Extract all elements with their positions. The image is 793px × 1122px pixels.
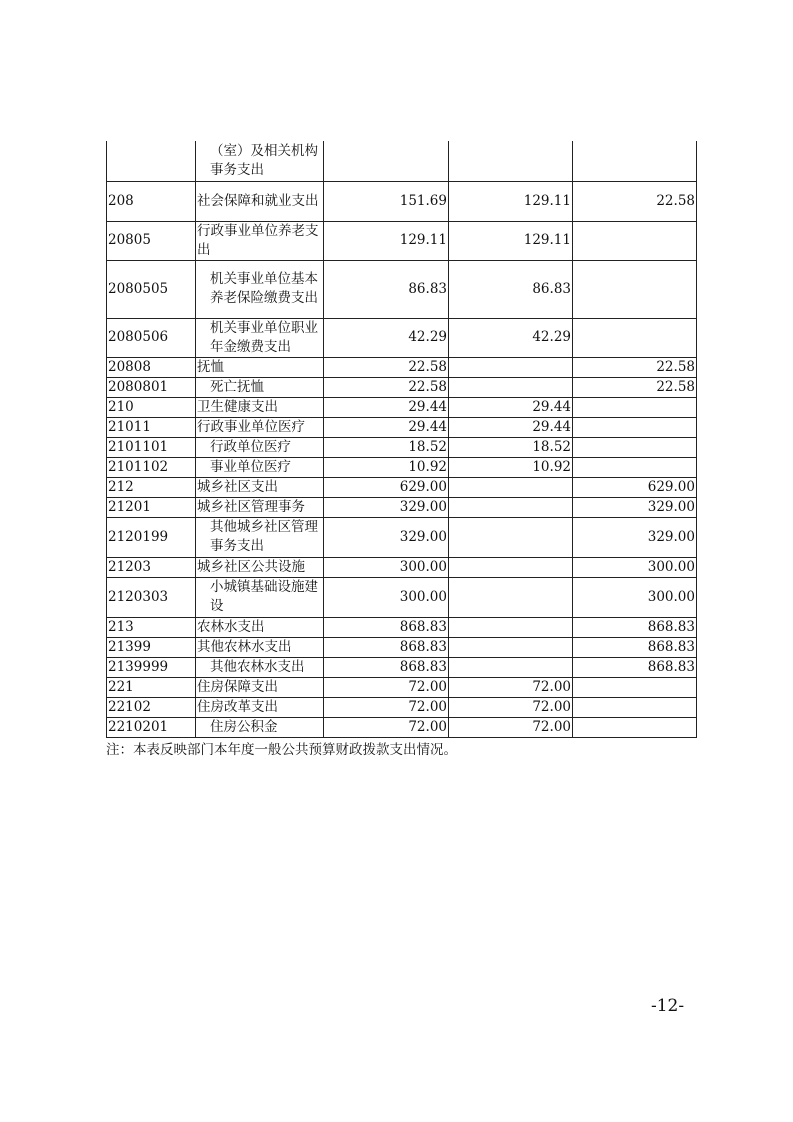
cell-project-expenditure: 868.83 xyxy=(573,657,697,677)
cell-total-amount: 868.83 xyxy=(324,657,449,677)
cell-project-expenditure: 868.83 xyxy=(573,637,697,657)
cell-item-name: 其他农林水支出 xyxy=(196,657,324,677)
cell-item-name: 其他农林水支出 xyxy=(196,637,324,657)
cell-item-name: 住房保障支出 xyxy=(196,677,324,697)
cell-basic-expenditure: 86.83 xyxy=(449,260,573,318)
cell-function-code: 210 xyxy=(107,397,196,417)
cell-project-expenditure xyxy=(573,221,697,260)
cell-total-amount: 300.00 xyxy=(324,557,449,577)
cell-total-amount: 329.00 xyxy=(324,497,449,517)
cell-total-amount: 72.00 xyxy=(324,677,449,697)
cell-basic-expenditure xyxy=(449,577,573,617)
cell-total-amount: 868.83 xyxy=(324,617,449,637)
table-row xyxy=(107,417,697,437)
cell-function-code: 21011 xyxy=(107,417,196,437)
table-row xyxy=(107,457,697,477)
cell-function-code: 2080801 xyxy=(107,377,196,397)
cell-basic-expenditure xyxy=(449,637,573,657)
table-row xyxy=(107,477,697,497)
cell-function-code: 2101101 xyxy=(107,437,196,457)
table-row xyxy=(107,397,697,417)
cell-total-amount: 42.29 xyxy=(324,318,449,357)
table-row xyxy=(107,557,697,577)
cell-item-name: 抚恤 xyxy=(196,357,324,377)
cell-project-expenditure xyxy=(573,417,697,437)
cell-function-code: 2101102 xyxy=(107,457,196,477)
cell-project-expenditure: 629.00 xyxy=(573,477,697,497)
table-row xyxy=(107,697,697,717)
cell-basic-expenditure xyxy=(449,477,573,497)
cell-function-code: 2080506 xyxy=(107,318,196,357)
cell-total-amount: 29.44 xyxy=(324,417,449,437)
cell-item-name: （室）及相关机构事务支出 xyxy=(196,141,324,181)
table-row xyxy=(107,617,697,637)
cell-total-amount: 29.44 xyxy=(324,397,449,417)
table-row xyxy=(107,637,697,657)
cell-basic-expenditure: 72.00 xyxy=(449,677,573,697)
table-footnote: 注：本表反映部门本年度一般公共预算财政拨款支出情况。 xyxy=(106,742,457,758)
cell-project-expenditure: 300.00 xyxy=(573,557,697,577)
cell-basic-expenditure: 129.11 xyxy=(449,221,573,260)
table-row xyxy=(107,677,697,697)
cell-basic-expenditure: 18.52 xyxy=(449,437,573,457)
cell-function-code: 2210201 xyxy=(107,717,196,737)
cell-basic-expenditure: 10.92 xyxy=(449,457,573,477)
cell-project-expenditure: 329.00 xyxy=(573,497,697,517)
cell-project-expenditure xyxy=(573,697,697,717)
cell-total-amount: 86.83 xyxy=(324,260,449,318)
cell-total-amount: 10.92 xyxy=(324,457,449,477)
table-row xyxy=(107,437,697,457)
cell-basic-expenditure xyxy=(449,557,573,577)
cell-basic-expenditure: 129.11 xyxy=(449,181,573,221)
cell-function-code: 21203 xyxy=(107,557,196,577)
cell-basic-expenditure: 42.29 xyxy=(449,318,573,357)
cell-function-code: 2120199 xyxy=(107,517,196,557)
page-number: -12- xyxy=(651,996,685,1016)
cell-item-name: 行政事业单位养老支出 xyxy=(196,221,324,260)
table-row xyxy=(107,181,697,221)
cell-project-expenditure: 868.83 xyxy=(573,617,697,637)
table-row xyxy=(107,318,697,357)
cell-function-code: 208 xyxy=(107,181,196,221)
cell-total-amount: 22.58 xyxy=(324,377,449,397)
cell-total-amount: 300.00 xyxy=(324,577,449,617)
cell-project-expenditure xyxy=(573,141,697,181)
table-body xyxy=(107,141,697,737)
cell-item-name: 住房改革支出 xyxy=(196,697,324,717)
cell-project-expenditure xyxy=(573,260,697,318)
cell-function-code: 2120303 xyxy=(107,577,196,617)
cell-item-name: 住房公积金 xyxy=(196,717,324,737)
cell-item-name: 其他城乡社区管理事务支出 xyxy=(196,517,324,557)
table-row xyxy=(107,141,697,181)
cell-basic-expenditure: 29.44 xyxy=(449,417,573,437)
table-row xyxy=(107,497,697,517)
table-row xyxy=(107,260,697,318)
cell-item-name: 卫生健康支出 xyxy=(196,397,324,417)
cell-function-code: 21399 xyxy=(107,637,196,657)
cell-project-expenditure: 329.00 xyxy=(573,517,697,557)
cell-function-code: 2080505 xyxy=(107,260,196,318)
cell-function-code: 21201 xyxy=(107,497,196,517)
cell-item-name: 行政单位医疗 xyxy=(196,437,324,457)
cell-total-amount: 18.52 xyxy=(324,437,449,457)
cell-basic-expenditure: 72.00 xyxy=(449,697,573,717)
cell-total-amount xyxy=(324,141,449,181)
cell-project-expenditure xyxy=(573,457,697,477)
cell-item-name: 社会保障和就业支出 xyxy=(196,181,324,221)
cell-basic-expenditure: 72.00 xyxy=(449,717,573,737)
cell-basic-expenditure xyxy=(449,657,573,677)
cell-function-code: 221 xyxy=(107,677,196,697)
cell-project-expenditure xyxy=(573,437,697,457)
cell-function-code: 212 xyxy=(107,477,196,497)
cell-item-name: 事业单位医疗 xyxy=(196,457,324,477)
cell-total-amount: 129.11 xyxy=(324,221,449,260)
cell-item-name: 小城镇基础设施建设 xyxy=(196,577,324,617)
cell-total-amount: 868.83 xyxy=(324,637,449,657)
cell-basic-expenditure xyxy=(449,617,573,637)
table-row xyxy=(107,717,697,737)
table-row xyxy=(107,357,697,377)
cell-total-amount: 72.00 xyxy=(324,717,449,737)
cell-basic-expenditure xyxy=(449,141,573,181)
cell-basic-expenditure xyxy=(449,517,573,557)
cell-basic-expenditure xyxy=(449,377,573,397)
cell-basic-expenditure xyxy=(449,497,573,517)
cell-function-code: 213 xyxy=(107,617,196,637)
cell-project-expenditure xyxy=(573,318,697,357)
table-row xyxy=(107,657,697,677)
cell-total-amount: 22.58 xyxy=(324,357,449,377)
table-row xyxy=(107,377,697,397)
cell-function-code: 20805 xyxy=(107,221,196,260)
cell-project-expenditure: 22.58 xyxy=(573,181,697,221)
cell-item-name: 机关事业单位基本养老保险缴费支出 xyxy=(196,260,324,318)
cell-function-code: 20808 xyxy=(107,357,196,377)
cell-project-expenditure xyxy=(573,677,697,697)
cell-project-expenditure: 300.00 xyxy=(573,577,697,617)
cell-total-amount: 329.00 xyxy=(324,517,449,557)
table-row xyxy=(107,221,697,260)
cell-item-name: 城乡社区公共设施 xyxy=(196,557,324,577)
expenditure-table xyxy=(106,141,697,738)
cell-basic-expenditure xyxy=(449,357,573,377)
cell-item-name: 城乡社区支出 xyxy=(196,477,324,497)
cell-function-code: 22102 xyxy=(107,697,196,717)
cell-project-expenditure xyxy=(573,717,697,737)
cell-project-expenditure: 22.58 xyxy=(573,377,697,397)
cell-function-code xyxy=(107,141,196,181)
cell-project-expenditure xyxy=(573,397,697,417)
cell-item-name: 农林水支出 xyxy=(196,617,324,637)
cell-total-amount: 151.69 xyxy=(324,181,449,221)
table-row xyxy=(107,577,697,617)
cell-item-name: 死亡抚恤 xyxy=(196,377,324,397)
cell-function-code: 2139999 xyxy=(107,657,196,677)
table-row xyxy=(107,517,697,557)
cell-item-name: 城乡社区管理事务 xyxy=(196,497,324,517)
cell-item-name: 行政事业单位医疗 xyxy=(196,417,324,437)
cell-total-amount: 629.00 xyxy=(324,477,449,497)
cell-item-name: 机关事业单位职业年金缴费支出 xyxy=(196,318,324,357)
cell-project-expenditure: 22.58 xyxy=(573,357,697,377)
cell-basic-expenditure: 29.44 xyxy=(449,397,573,417)
cell-total-amount: 72.00 xyxy=(324,697,449,717)
